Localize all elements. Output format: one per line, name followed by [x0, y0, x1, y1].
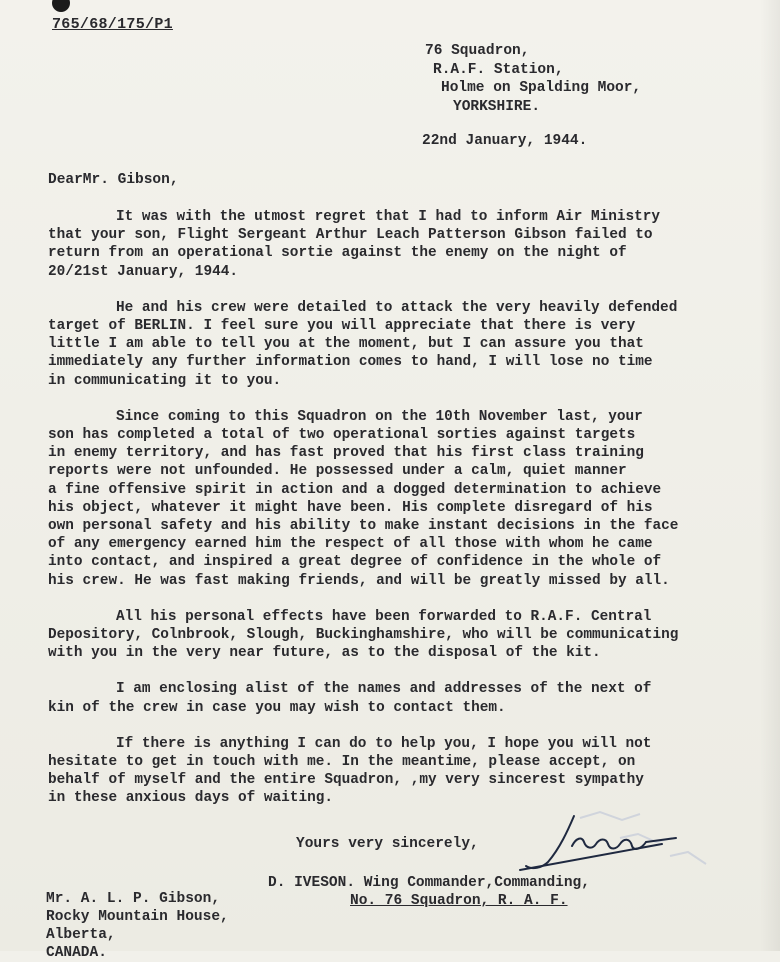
recipient-line: CANADA. [46, 945, 107, 961]
recipient-address [46, 890, 229, 962]
text-line: 20/21st January, 1944. [48, 263, 238, 280]
text-line: Since coming to this Squadron on the 10th November last, your [116, 408, 643, 425]
text-line: own personal safety and his ability to make instant decisions in the face [48, 518, 679, 535]
text-line: of any emergency earned him the respect of all those with whom he came [48, 536, 653, 553]
text-line: a fine offensive spirit in action and a dogged determination to achieve [48, 481, 662, 498]
handwritten-signature [512, 808, 692, 878]
text-line: target of BERLIN. I feel sure you will appreciate that there is very [48, 318, 636, 335]
text-line: in enemy territory, and has fast proved that his first class training [48, 445, 644, 462]
paragraph-5 [48, 680, 738, 716]
letter-date: 22nd January, 1944. [422, 133, 588, 149]
reference-number: 765/68/175/P1 [52, 16, 173, 33]
text-line: kin of the crew in case you may wish to contact them. [48, 699, 506, 716]
page-edge-shadow [760, 0, 780, 951]
paragraph-3 [48, 408, 738, 590]
text-line: I am enclosing alist of the names and addresses of the next of [116, 681, 652, 698]
text-line: Depository, Colnbrook, Slough, Buckinghamshire, who will be communicating [48, 627, 679, 644]
sender-address [425, 42, 641, 116]
text-line: All his personal effects have been forwarded to R.A.F. Central [116, 608, 652, 625]
address-line: YORKSHIRE. [453, 98, 541, 115]
address-line: 76 Squadron, [425, 43, 530, 59]
address-line: R.A.F. Station, [433, 61, 564, 78]
paragraph-6 [48, 735, 738, 808]
text-line: hesitate to get in touch with me. In the meantime, please accept, on [48, 754, 636, 771]
recipient-line: Rocky Mountain House, [46, 909, 229, 925]
recipient-line: Alberta, [46, 927, 116, 943]
punch-hole [52, 0, 70, 12]
address-line: Holme on Spalding Moor, [441, 80, 642, 96]
text-line: his crew. He was fast making friends, and will be greatly missed by all. [48, 572, 670, 589]
paragraph-4 [48, 608, 738, 663]
signer-block [268, 874, 590, 910]
paragraph-2 [48, 299, 738, 390]
signer-name-title: D. IVESON. Wing Commander,Commanding, [268, 875, 590, 891]
salutation: DearMr. Gibson, [48, 172, 179, 188]
text-line: immediately any further information comes to hand, I will lose no time [48, 354, 653, 371]
paragraph-1 [48, 208, 738, 281]
text-line: If there is anything I can do to help you, I hope you will not [116, 735, 652, 752]
text-line: in communicating it to you. [48, 372, 282, 389]
text-line: his object, whatever it might have been. His complete disregard of his [48, 499, 653, 516]
text-line: in these anxious days of waiting. [48, 790, 333, 807]
text-line: son has completed a total of two operational sorties against targets [48, 427, 636, 444]
text-line: little I am able to tell you at the moment, but I can assure you that [48, 336, 644, 353]
text-line: It was with the utmost regret that I had to inform Air Ministry [116, 209, 661, 225]
text-line: that your son, Flight Sergeant Arthur Leach Patterson Gibson failed to [48, 227, 653, 244]
signer-unit: No. 76 Squadron, R. A. F. [350, 893, 568, 909]
text-line: reports were not unfounded. He possessed under a calm, quiet manner [48, 463, 627, 480]
text-line: into contact, and inspired a great degree of confidence in the whole of [48, 554, 662, 571]
closing: Yours very sincerely, [296, 836, 479, 852]
text-line: He and his crew were detailed to attack the very heavily defended [116, 299, 678, 316]
text-line: behalf of myself and the entire Squadron, ,my very sincerest sympathy [48, 772, 644, 789]
recipient-line: Mr. A. L. P. Gibson, [46, 891, 221, 907]
letter-body [48, 208, 738, 826]
text-line: with you in the very near future, as to the disposal of the kit. [48, 645, 601, 662]
text-line: return from an operational sortie against the enemy on the night of [48, 245, 627, 262]
